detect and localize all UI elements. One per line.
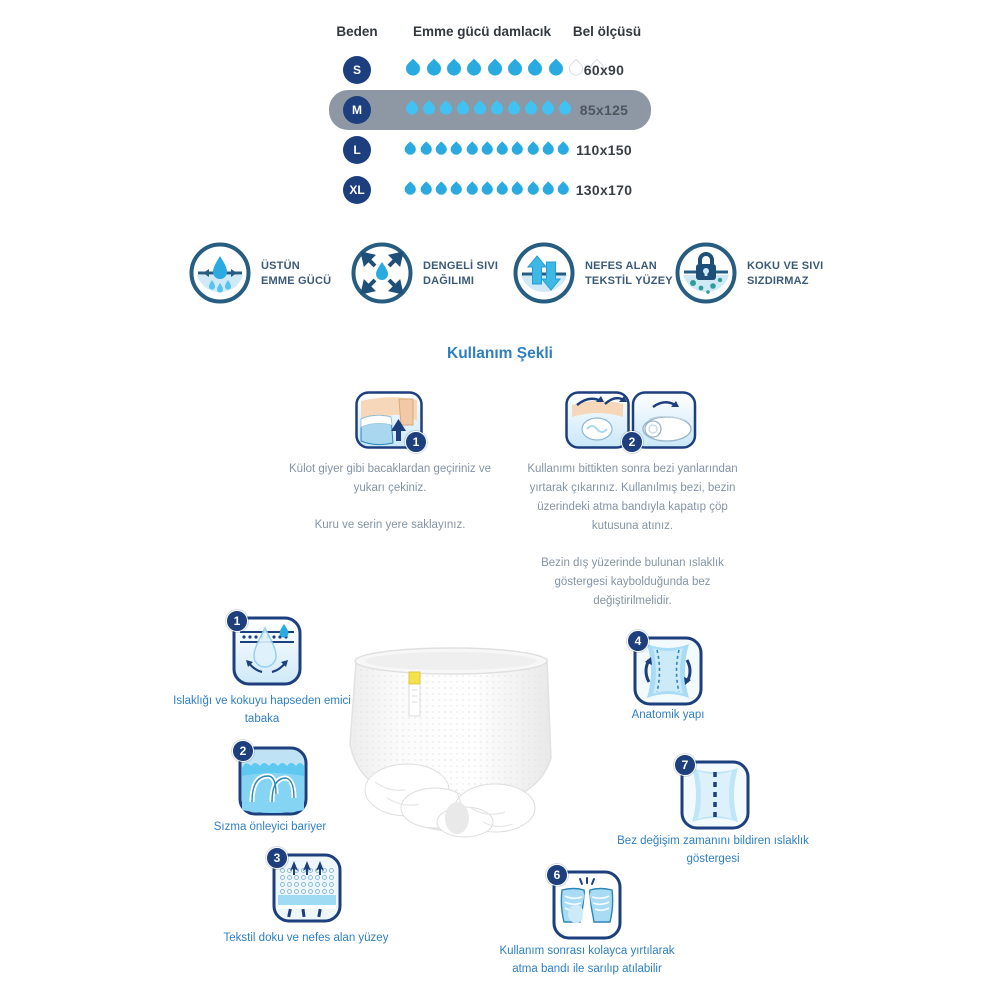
waist-measurement: 130x170 xyxy=(575,182,633,198)
droplet-filled-icon xyxy=(471,100,488,117)
feature-label: ÜSTÜN EMME GÜCÜ xyxy=(261,260,332,287)
droplet-filled-icon xyxy=(485,59,505,79)
feature-odor-leakproof xyxy=(675,242,850,306)
droplet-filled-icon xyxy=(539,100,556,117)
callout-7-caption: Bez değişim zamanını bildiren ıslaklık göstergesi xyxy=(617,835,809,866)
step-number-badge: 1 xyxy=(405,431,427,453)
callout-number-badge: 1 xyxy=(226,610,248,632)
feature-label: NEFES ALAN TEKSTİL YÜZEY xyxy=(585,260,673,287)
usage-paragraph: Kullanımı bittikten sonra bezi yanlarından yırtarak çıkarınız. Kullanılmış bezi, bezin üzerindeki atma bandıyla kapatıp çöp kutusuna atınız. xyxy=(527,463,738,532)
callout-number-badge: 6 xyxy=(546,864,568,886)
absorbency-droplets xyxy=(403,170,571,210)
droplet-filled-icon xyxy=(403,59,423,79)
droplet-filled-icon xyxy=(495,181,510,196)
size-badge-l: L xyxy=(343,136,371,164)
droplet-filled-icon xyxy=(525,141,540,156)
usage-paragraph: Külot giyer gibi bacaklardan geçiriniz ve yukarı çekiniz. xyxy=(289,463,491,494)
usage-section-title: Kullanım Şekli xyxy=(447,345,553,362)
product-photo-pullup-diaper xyxy=(335,632,570,842)
waist-measurement: 110x150 xyxy=(576,142,632,158)
droplet-filled-icon xyxy=(434,141,449,156)
callout-2 xyxy=(238,746,308,816)
feature-breathable-surface xyxy=(513,242,688,306)
usage-paragraph: Bezin dış yüzerinde bulunan ıslaklık göstergesi kaybolduğunda bez değiştirilmelidir. xyxy=(541,556,724,607)
callout-4-caption: Anatomik yapı xyxy=(631,709,705,721)
droplet-filled-icon xyxy=(488,100,505,117)
droplet-filled-icon xyxy=(437,100,454,117)
usage-step1-text xyxy=(275,460,505,553)
droplet-filled-icon xyxy=(480,141,495,156)
droplet-filled-icon xyxy=(418,141,433,156)
droplet-filled-icon xyxy=(403,181,418,196)
feature-label: KOKU VE SIVI SIZDIRMAZ xyxy=(747,260,824,287)
droplet-filled-icon xyxy=(505,100,522,117)
callout-2-caption: Sızma önleyici bariyer xyxy=(213,821,327,833)
droplet-filled-icon xyxy=(444,59,464,79)
droplet-filled-icon xyxy=(510,181,525,196)
absorption-icon xyxy=(189,242,251,304)
droplet-filled-icon xyxy=(454,100,471,117)
size-badge-s: S xyxy=(343,56,371,84)
callout-7 xyxy=(680,760,750,830)
callout-3-caption: Tekstil doku ve nefes alan yüzey xyxy=(223,932,389,944)
absorbency-droplets xyxy=(403,130,571,170)
size-badge-m: M xyxy=(343,96,371,124)
droplet-filled-icon xyxy=(505,59,525,79)
callout-1 xyxy=(232,616,302,686)
droplet-filled-icon xyxy=(403,100,420,117)
table-row-size-m-selected[interactable] xyxy=(329,90,651,130)
droplet-filled-icon xyxy=(464,59,484,79)
droplet-filled-icon xyxy=(495,141,510,156)
feature-absorption xyxy=(189,242,364,306)
callout-number-badge: 7 xyxy=(674,754,696,776)
droplet-filled-icon xyxy=(526,59,546,79)
callout-6 xyxy=(552,870,622,940)
waist-column-header: Bel ölçüsü xyxy=(572,24,642,39)
size-column-header: Beden xyxy=(336,24,378,39)
droplet-filled-icon xyxy=(522,100,539,117)
usage-paragraph: Kuru ve serin yere saklayınız. xyxy=(314,518,466,531)
callout-number-badge: 2 xyxy=(232,740,254,762)
usage-step2-text xyxy=(520,460,745,629)
callout-4 xyxy=(633,636,703,706)
callout-6-caption: Kullanım sonrası kolayca yırtılarak atma bandı ile sarılıp atılabilir xyxy=(499,945,675,976)
droplet-filled-icon xyxy=(525,181,540,196)
droplet-filled-icon xyxy=(449,181,464,196)
droplet-filled-icon xyxy=(424,59,444,79)
waist-measurement: 60x90 xyxy=(583,62,625,78)
droplet-filled-icon xyxy=(541,141,556,156)
size-badge-xl: XL xyxy=(343,176,371,204)
callout-number-badge: 3 xyxy=(266,847,288,869)
table-row-size-s xyxy=(329,50,651,90)
droplet-filled-icon xyxy=(449,141,464,156)
distribution-icon xyxy=(351,242,413,304)
droplet-filled-icon xyxy=(420,100,437,117)
callout-1-caption: Islaklığı ve kokuyu hapseden emici tabaka xyxy=(173,695,351,726)
droplet-filled-icon xyxy=(464,141,479,156)
droplet-filled-icon xyxy=(464,181,479,196)
droplet-filled-icon xyxy=(434,181,449,196)
leakproof-icon xyxy=(675,242,737,304)
table-row-size-l xyxy=(329,130,651,170)
feature-liquid-distribution xyxy=(351,242,526,306)
usage-step2-illustration xyxy=(565,391,697,449)
droplet-filled-icon xyxy=(541,181,556,196)
droplet-filled-icon xyxy=(480,181,495,196)
absorbency-column-header: Emme gücü damlacık xyxy=(412,24,552,39)
droplet-filled-icon xyxy=(510,141,525,156)
absorbency-droplets xyxy=(403,90,573,130)
table-row-size-xl xyxy=(329,170,651,210)
usage-step1-illustration xyxy=(355,391,423,449)
droplet-filled-icon xyxy=(403,141,418,156)
droplet-filled-icon xyxy=(418,181,433,196)
feature-label: DENGELİ SIVI DAĞILIMI xyxy=(423,260,499,287)
breathable-icon xyxy=(513,242,575,304)
step-number-badge: 2 xyxy=(621,431,643,453)
callout-3 xyxy=(272,853,342,923)
callout-number-badge: 4 xyxy=(627,630,649,652)
waist-measurement: 85x125 xyxy=(579,102,629,118)
